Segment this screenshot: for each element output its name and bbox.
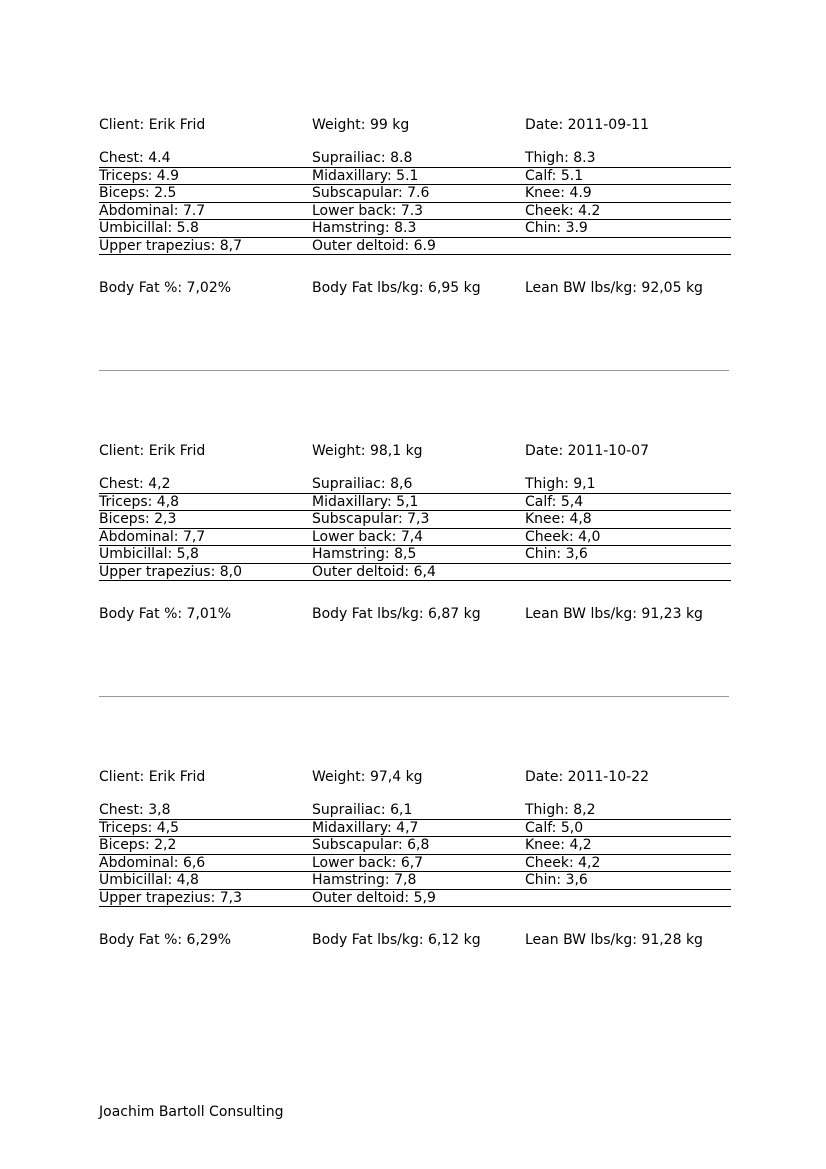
- record-results: [99, 931, 731, 949]
- record-header: [99, 441, 731, 461]
- table-cell: Upper trapezius: 7,3: [99, 889, 243, 906]
- skinfold-table: [99, 476, 731, 581]
- table-row: [99, 837, 731, 855]
- table-cell: Midaxillary: 5,1: [312, 493, 419, 510]
- record-header: [99, 767, 731, 787]
- record-header: [99, 115, 731, 135]
- table-cell: Upper trapezius: 8,0: [99, 563, 243, 580]
- table-cell: Suprailiac: 6,1: [312, 802, 413, 818]
- table-cell: Chin: 3.9: [525, 220, 588, 236]
- table-cell: Lower back: 7,4: [312, 528, 424, 545]
- table-cell: Umbicillal: 5,8: [99, 546, 199, 562]
- table-cell: Chest: 4,2: [99, 476, 171, 492]
- lean-body-weight: Lean BW lbs/kg: 92,05 kg: [525, 280, 703, 296]
- measurement-date: Date: 2011-10-07: [525, 443, 649, 459]
- table-cell: Chest: 4.4: [99, 150, 171, 166]
- table-row: [99, 150, 731, 168]
- section-divider: [99, 696, 729, 697]
- table-row: [99, 476, 731, 494]
- table-cell: Outer deltoid: 6,4: [312, 563, 436, 580]
- table-cell: [525, 890, 731, 907]
- table-cell: Hamstring: 7,8: [312, 872, 417, 888]
- table-cell: Thigh: 8,2: [525, 802, 596, 818]
- measurement-record: [99, 115, 731, 296]
- client-weight: Weight: 98,1 kg: [312, 443, 423, 459]
- table-row: [99, 203, 731, 221]
- table-cell: Outer deltoid: 6.9: [312, 237, 436, 254]
- skinfold-table: [99, 802, 731, 907]
- measurement-date: Date: 2011-10-22: [525, 769, 649, 785]
- table-row: [99, 238, 731, 256]
- table-cell: Outer deltoid: 5,9: [312, 889, 436, 906]
- table-cell: Calf: 5,4: [525, 493, 584, 510]
- table-cell: Triceps: 4,5: [99, 819, 180, 836]
- table-cell: Subscapular: 6,8: [312, 837, 430, 853]
- body-fat-percent: Body Fat %: 7,02%: [99, 280, 232, 296]
- table-row: [99, 185, 731, 203]
- lean-body-weight: Lean BW lbs/kg: 91,28 kg: [525, 932, 703, 948]
- table-cell: Biceps: 2.5: [99, 185, 177, 201]
- table-cell: Abdominal: 7.7: [99, 202, 206, 219]
- table-cell: Midaxillary: 5.1: [312, 167, 419, 184]
- table-cell: Abdominal: 6,6: [99, 854, 206, 871]
- table-row: [99, 529, 731, 547]
- table-row: [99, 802, 731, 820]
- table-cell: Lower back: 7.3: [312, 202, 424, 219]
- table-cell: Cheek: 4,0: [525, 528, 601, 545]
- client-name: Client: Erik Frid: [99, 117, 206, 133]
- table-cell: Cheek: 4,2: [525, 854, 601, 871]
- skinfold-table: [99, 150, 731, 255]
- table-row: [99, 494, 731, 512]
- client-weight: Weight: 99 kg: [312, 117, 410, 133]
- table-row: [99, 168, 731, 186]
- table-cell: Chin: 3,6: [525, 872, 588, 888]
- table-cell: Triceps: 4.9: [99, 167, 180, 184]
- client-name: Client: Erik Frid: [99, 443, 206, 459]
- table-cell: Abdominal: 7,7: [99, 528, 206, 545]
- body-fat-percent: Body Fat %: 6,29%: [99, 932, 232, 948]
- table-cell: Chest: 3,8: [99, 802, 171, 818]
- table-cell: Biceps: 2,3: [99, 511, 177, 527]
- table-row: [99, 564, 731, 582]
- table-cell: Umbicillal: 4,8: [99, 872, 199, 888]
- table-cell: Knee: 4,2: [525, 837, 592, 853]
- table-cell: Cheek: 4.2: [525, 202, 601, 219]
- table-cell: [525, 564, 731, 581]
- table-cell: Thigh: 8.3: [525, 150, 596, 166]
- table-cell: [525, 238, 731, 255]
- measurement-record: [99, 441, 731, 622]
- table-cell: Lower back: 6,7: [312, 854, 424, 871]
- section-divider: [99, 370, 729, 371]
- table-row: [99, 820, 731, 838]
- table-cell: Calf: 5,0: [525, 819, 584, 836]
- table-row: [99, 546, 731, 564]
- body-fat-percent: Body Fat %: 7,01%: [99, 606, 232, 622]
- table-cell: Knee: 4.9: [525, 185, 592, 201]
- table-cell: Hamstring: 8,5: [312, 546, 417, 562]
- table-cell: Biceps: 2,2: [99, 837, 177, 853]
- table-cell: Upper trapezius: 8,7: [99, 237, 243, 254]
- table-cell: Calf: 5.1: [525, 167, 584, 184]
- table-cell: Subscapular: 7.6: [312, 185, 430, 201]
- table-cell: Triceps: 4,8: [99, 493, 180, 510]
- measurement-date: Date: 2011-09-11: [525, 117, 649, 133]
- table-row: [99, 890, 731, 908]
- table-cell: Subscapular: 7,3: [312, 511, 430, 527]
- table-cell: Knee: 4,8: [525, 511, 592, 527]
- table-cell: Suprailiac: 8.8: [312, 150, 413, 166]
- body-fat-mass: Body Fat lbs/kg: 6,87 kg: [312, 606, 481, 622]
- client-name: Client: Erik Frid: [99, 769, 206, 785]
- lean-body-weight: Lean BW lbs/kg: 91,23 kg: [525, 606, 703, 622]
- table-cell: Midaxillary: 4,7: [312, 819, 419, 836]
- table-row: [99, 511, 731, 529]
- table-cell: Hamstring: 8.3: [312, 220, 417, 236]
- table-row: [99, 220, 731, 238]
- table-row: [99, 855, 731, 873]
- record-results: [99, 605, 731, 623]
- table-row: [99, 872, 731, 890]
- body-fat-mass: Body Fat lbs/kg: 6,95 kg: [312, 280, 481, 296]
- client-weight: Weight: 97,4 kg: [312, 769, 423, 785]
- record-results: [99, 279, 731, 297]
- body-fat-mass: Body Fat lbs/kg: 6,12 kg: [312, 932, 481, 948]
- table-cell: Chin: 3,6: [525, 546, 588, 562]
- footer-company-name: Joachim Bartoll Consulting: [99, 1104, 284, 1120]
- table-cell: Thigh: 9,1: [525, 476, 596, 492]
- table-cell: Suprailiac: 8,6: [312, 476, 413, 492]
- table-cell: Umbicillal: 5.8: [99, 220, 199, 236]
- measurement-record: [99, 767, 731, 948]
